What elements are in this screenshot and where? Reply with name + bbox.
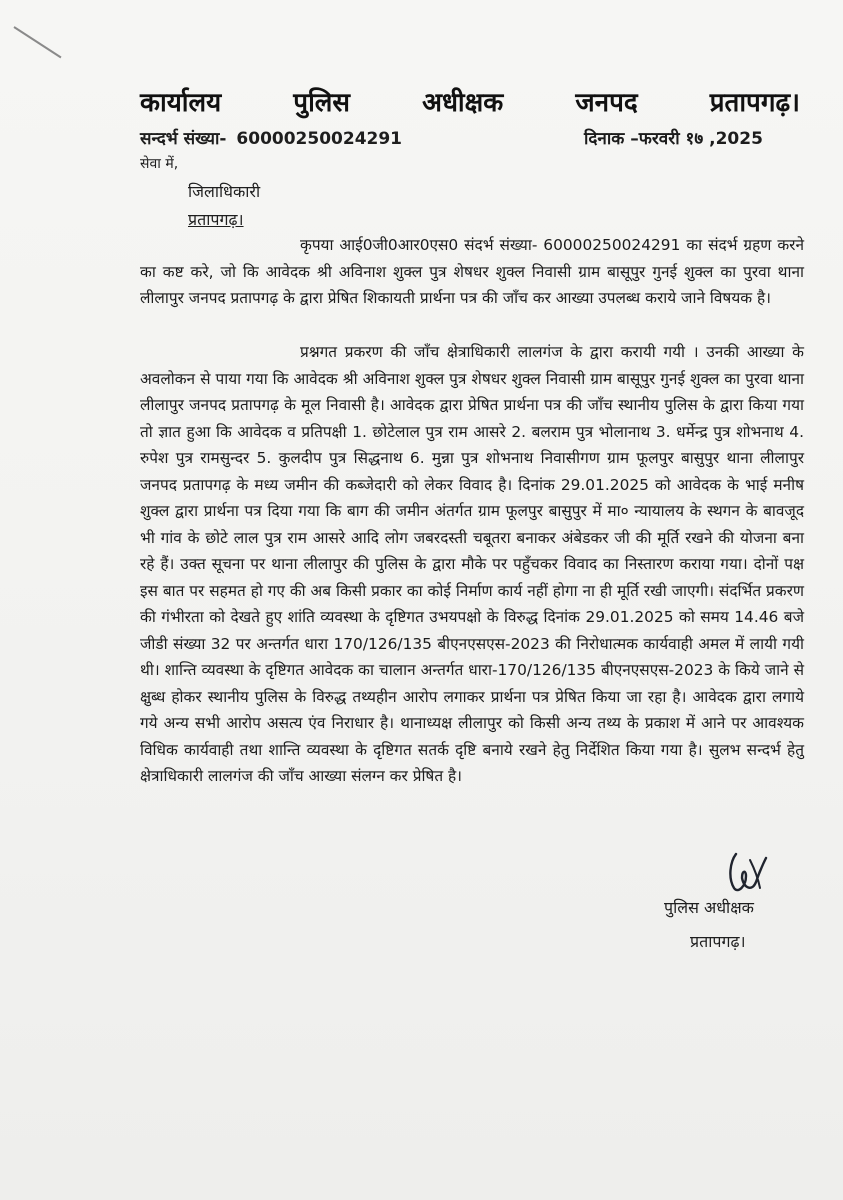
paper-fold-mark [13, 26, 61, 58]
header-word-superintendent: अधीक्षक [422, 88, 504, 118]
letter-date: दिनाक –फरवरी १७ ,2025 [584, 129, 763, 149]
paragraph-investigation: प्रश्नगत प्रकरण की जाँच क्षेत्राधिकारी लालगंज के द्वारा करायी गयी । उनकी आख्या के अवलोकन से पाया गया कि आवेदक श्री अविनाश शुक्ल पुत्र शेषधर शुक्ल निवासी ग्राम बासूपुर गुनई शुक्ल का पुरवा थाना लीलापुर जनपद प्रतापगढ़ के मूल निवासी है। आवेदक द्वारा प्रेषित प्रार्थना पत्र की जाँच स्थानीय पुलिस के द्वारा किया गया तो ज्ञात हुआ कि आवेदक व प्रतिपक्षी 1. छोटेलाल पुत्र राम आसरे 2. बलराम पुत्र भोलानाथ 3. धर्मेन्द्र पुत्र शोभनाथ 4. रुपेश पुत्र रामसुन्दर 5. कुलदीप पुत्र सिद्धनाथ 6. मुन्ना पुत्र शोभनाथ निवासीगण ग्राम फूलपुर बासुपुर थाना लीलापुर जनपद प्रतापगढ़ के मध्य जमीन की कब्जेदारी को लेकर विवाद है। दिनांक 29.01.2025 को आवेदक के भाई मनीष शुक्ल द्वारा प्रार्थना पत्र दिया गया कि बाग की जमीन अंतर्गत ग्राम फूलपुर बासुपुर में मा० न्यायालय के स्थगन के बावजूद भी गांव के छोटे लाल पुत्र राम आसरे आदि लोग जबरदस्ती चबूतरा बनाकर अंबेडकर जी की मूर्ति रखने की योजना बना रहे हैं। उक्त सूचना पर थाना लीलापुर की पुलिस के द्वारा मौके पर पहुँचकर विवाद का निस्तारण कराया गया। दोनों पक्ष इस बात पर सहमत हो गए की अब किसी प्रकार का कोई निर्माण कार्य नहीं होगा ना ही मूर्ति रखी जाएगी। संदर्भित प्रकरण की गंभीरता को देखते हुए शांति व्यवस्था के दृष्टिगत उभयपक्षो के विरुद्ध दिनांक 29.01.2025 को समय 14.46 बजे जीडी संख्या 32 पर अन्तर्गत धारा 170/126/135 बीएनएसएस-2023 की निरोधात्मक कार्यवाही अमल में लायी गयी थी। शान्ति व्यवस्था के दृष्टिगत आवेदक का चालान अन्तर्गत धारा-170/126/135 बीएनएसएस-2023 के किये जाने से क्षुब्ध होकर स्थानीय पुलिस के विरुद्ध तथ्यहीन आरोप लगाकर प्रार्थना पत्र प्रेषित किया जा रहा है। आवेदक द्वारा लगाये गये अन्य सभी आरोप असत्य एंव निराधार है। थानाध्यक्ष लीलापुर को किसी अन्य तथ्य के प्रकाश में आने पर आवश्यक विधिक कार्यवाही तथा शान्ति व्यवस्था के दृष्टिगत सतर्क दृष्टि बनाये रखने हेतु निर्देशित किया गया है। सुलभ सन्दर्भ हेतु क्षेत्राधिकारी लालगंज की जाँच आख्या संलग्न कर प्रेषित है। [140, 343, 804, 785]
paragraph-reference: कृपया आई0जी0आर0एस0 संदर्भ संख्या- 60000250024291 का संदर्भ ग्रहण करने का कष्ट करे, जो कि आवेदक श्री अविनाश शुक्ल पुत्र शेषधर शुक्ल निवासी ग्राम बासूपुर गुनई शुक्ल का पुरवा थाना लीलापुर जनपद प्रतापगढ़ के द्वारा प्रेषित शिकायती प्रार्थना पत्र की जाँच कर आख्या उपलब्ध कराये जाने विषयक है। [140, 236, 804, 308]
salutation: सेवा में, [140, 156, 179, 172]
header-word-police: पुलिस [293, 88, 351, 118]
signatory-place: प्रतापगढ़। [690, 932, 746, 951]
office-header [140, 83, 800, 119]
addressee-place: प्रतापगढ़। [188, 210, 244, 229]
reference-label: सन्दर्भ संख्या- [140, 129, 227, 149]
header-word-office: कार्यालय [140, 88, 222, 118]
reference-number-line [140, 126, 402, 149]
signatory-title: पुलिस अधीक्षक [664, 898, 754, 917]
addressee-title: जिलाधिकारी [188, 182, 261, 201]
header-word-pratapgarh: प्रतापगढ़। [709, 88, 800, 118]
handwritten-signature [722, 848, 782, 898]
reference-number: 60000250024291 [236, 129, 403, 149]
header-word-district: जनपद [575, 88, 638, 118]
